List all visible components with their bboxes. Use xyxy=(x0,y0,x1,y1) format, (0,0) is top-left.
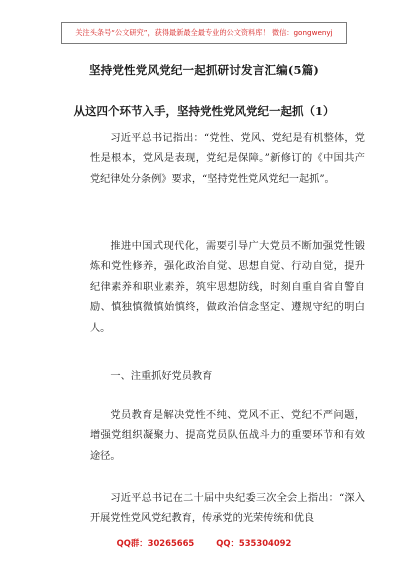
footer-contact xyxy=(0,537,408,555)
header-banner xyxy=(61,22,347,44)
footer-qq-group: QQ群：30265665 xyxy=(116,538,195,548)
paragraph-1: 习近平总书记指出：“党性、党风、党纪是有机整体，党性是根本，党风是表现，党纪是保障。”新修订的《中国共产党纪律处分条例》要求，“坚持党性党风党纪一起抓”。 xyxy=(90,133,365,185)
paragraph-2: 推进中国式现代化，需要引导广大党员不断加强党性锻炼和党性修养，强化政治自觉、思想自觉、行动自觉，提升纪律素养和职业素养，筑牢思想防线，时刻自重自省自警自励、慎独慎微慎始慎终，做政治信念坚定、遵规守纪的明白人。 xyxy=(90,241,365,334)
section-heading: 从这四个环节入手，坚持党性党风党纪一起抓（1） xyxy=(73,104,335,118)
document-title: 坚持党性党风党纪一起抓研讨发言汇编(5篇) xyxy=(88,63,320,77)
paragraph-3: 党员教育是解决党性不纯、党风不正、党纪不严问题，增强党组织凝聚力、提高党员队伍战斗力的重要环节和有效途径。 xyxy=(90,410,365,462)
header-banner-text: 关注头条号“公文研究”，获得最新最全最专业的公文资料库！ 微信：gongwenyj xyxy=(75,28,333,37)
footer-qq: QQ：535304092 xyxy=(216,538,292,548)
sub-heading: 一、注重抓好党员教育 xyxy=(110,371,213,382)
paragraph-4: 习近平总书记在二十届中央纪委三次全会上指出：“深入开展党性党风党纪教育，传承党的光荣传统和优良 xyxy=(90,493,365,525)
